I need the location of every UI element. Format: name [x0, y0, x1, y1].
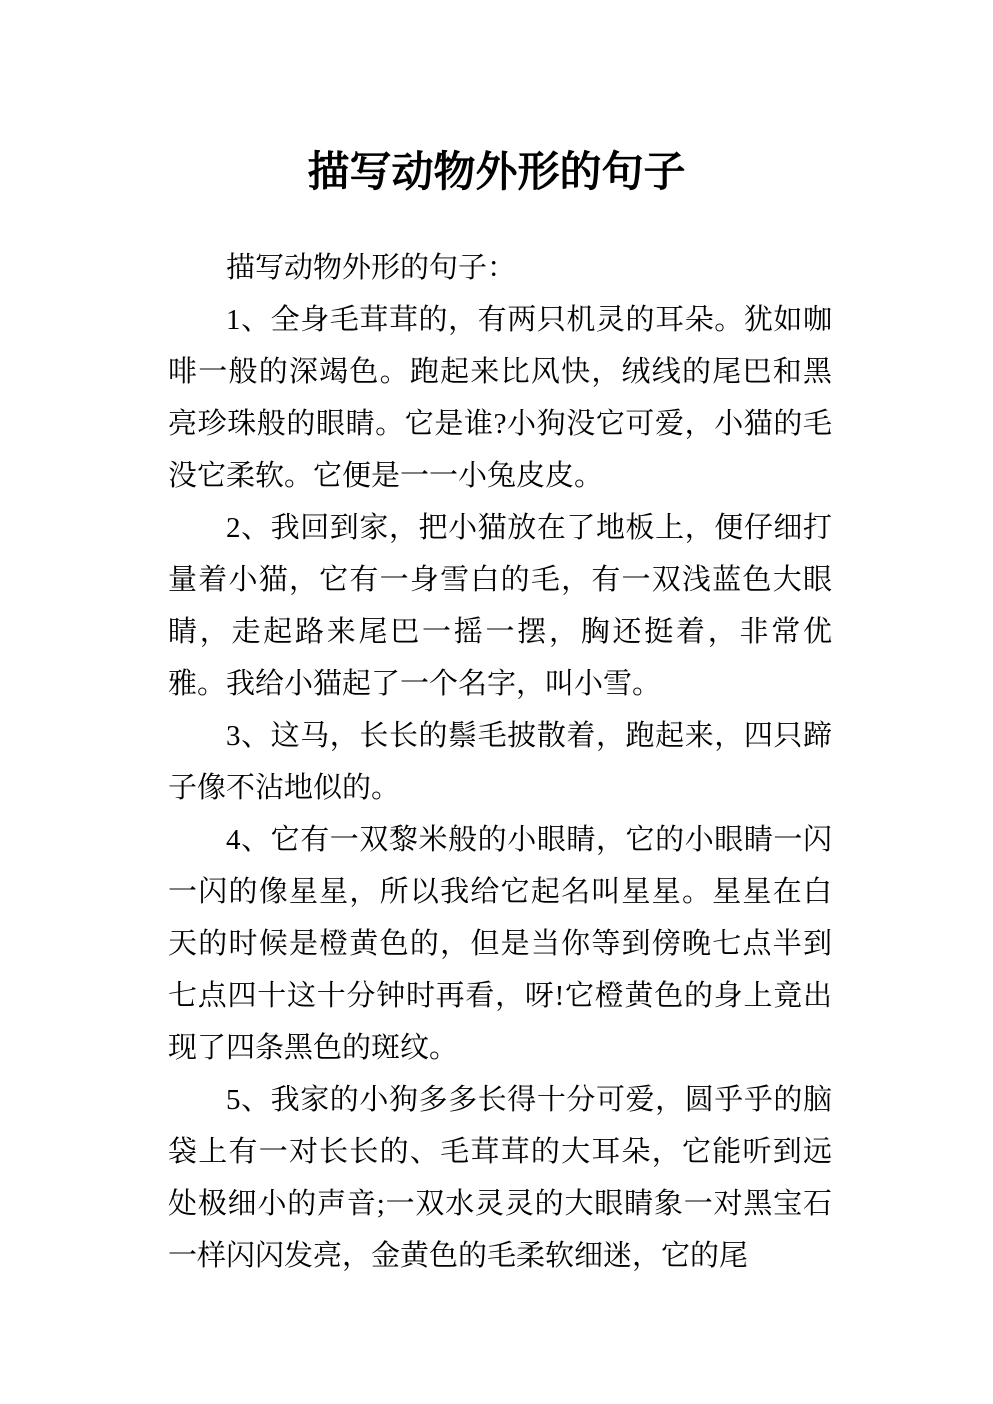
paragraph: 1、全身毛茸茸的，有两只机灵的耳朵。犹如咖啡一般的深竭色。跑起来比风快，绒线的尾巴和黑亮珍珠般的眼睛。它是谁?小狗没它可爱，小猫的毛没它柔软。它便是一一小兔皮皮。 [168, 304, 832, 492]
document-body [168, 242, 832, 1282]
paragraph: 3、这马，长长的鬃毛披散着，跑起来，四只蹄子像不沾地似的。 [168, 720, 832, 804]
paragraph: 2、我回到家，把小猫放在了地板上，便仔细打量着小猫，它有一身雪白的毛，有一双浅蓝色大眼睛，走起路来尾巴一摇一摆，胸还挺着，非常优雅。我给小猫起了一个名字，叫小雪。 [168, 512, 832, 700]
paragraph: 5、我家的小狗多多长得十分可爱，圆乎乎的脑袋上有一对长长的、毛茸茸的大耳朵，它能听到远处极细小的声音;一双水灵灵的大眼睛象一对黑宝石一样闪闪发亮，金黄色的毛柔软细迷，它的尾 [168, 1084, 832, 1272]
paragraph: 描写动物外形的句子： [226, 252, 517, 284]
document-title: 描写动物外形的句子 [307, 148, 686, 196]
paragraph: 4、它有一双黎米般的小眼睛，它的小眼睛一闪一闪的像星星，所以我给它起名叫星星。星星在白天的时候是橙黄色的，但是当你等到傍晚七点半到七点四十这十分钟时再看，呀!它橙黄色的身上竟出现了四条黑色的斑纹。 [168, 824, 832, 1064]
